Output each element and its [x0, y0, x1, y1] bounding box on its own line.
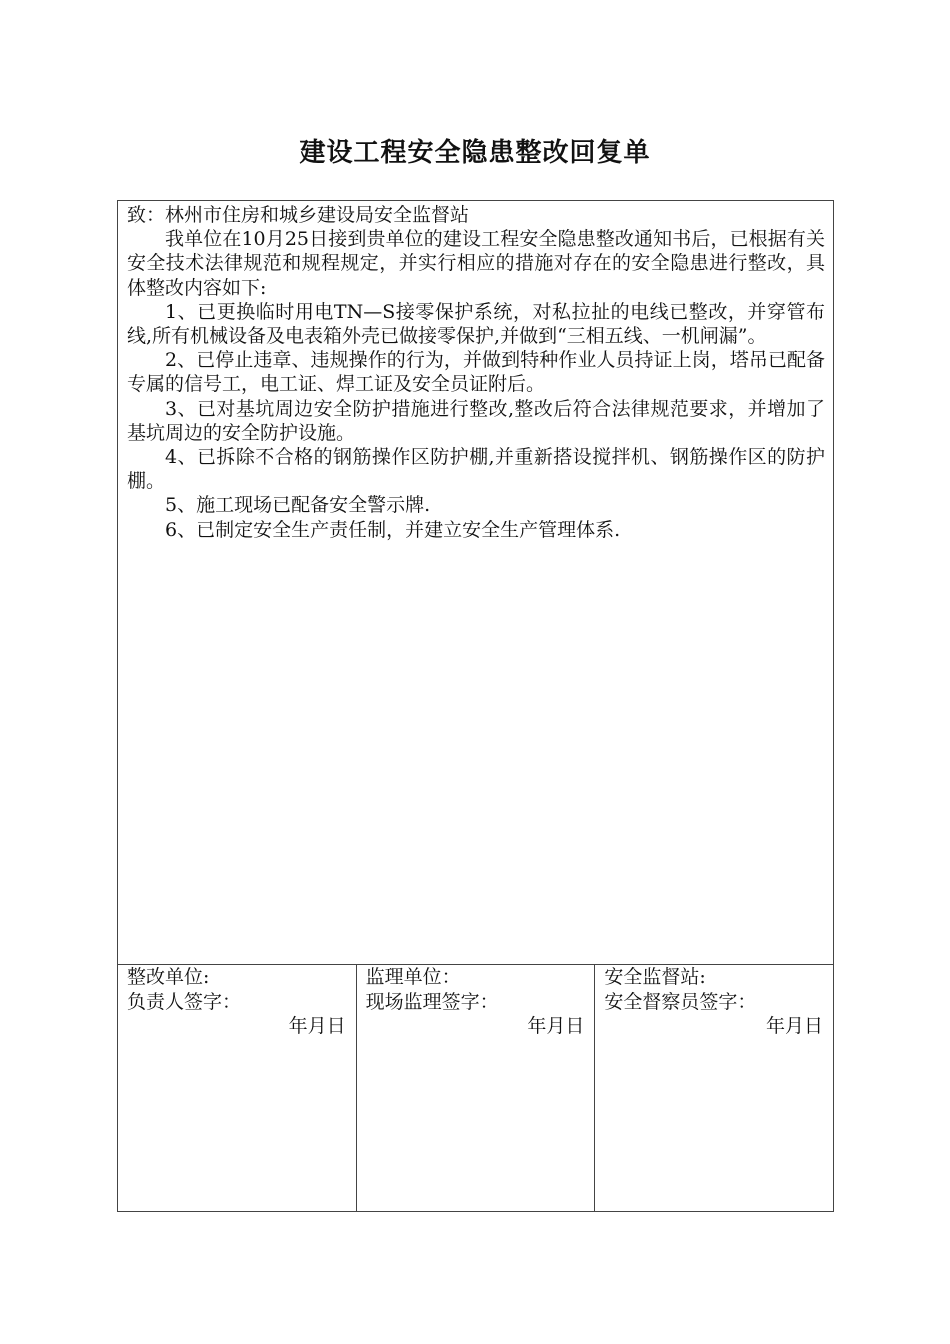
- date-label: 年月日: [527, 1015, 585, 1037]
- reply-form-table: [117, 200, 834, 1212]
- date-label: 年月日: [288, 1015, 346, 1037]
- signer-label: 现场监理签字：: [365, 991, 499, 1013]
- unit-label: 监理单位：: [365, 966, 461, 988]
- signer-label: 负责人签字：: [127, 991, 242, 1013]
- unit-label: 安全监督站:: [604, 966, 706, 988]
- page-title: 建设工程安全隐患整改回复单: [299, 138, 651, 168]
- addressee-line: 致：林州市住房和城乡建设局安全监督站: [127, 204, 470, 226]
- rectification-item: 3、已对基坑周边安全防护措施进行整改,整改后符合法律规范要求，并增加了基坑周边的安全防护设施。: [127, 397, 825, 444]
- unit-label: 整改单位:: [127, 966, 210, 988]
- intro-paragraph: 我单位在10月25日接到贵单位的建设工程安全隐患整改通知书后，已根据有关安全技术法律规范和规程规定，并实行相应的措施对存在的安全隐患进行整改，具体整改内容如下:: [127, 228, 825, 299]
- rectification-item: 1、已更换临时用电TN—S接零保护系统，对私拉扯的电线已整改，并穿管布线,所有机械设备及电表箱外壳已做接零保护,并做到“三相五线、一机闸漏”。: [127, 300, 825, 348]
- signature-row: [118, 965, 833, 1211]
- signer-label: 安全督察员签字：: [604, 991, 757, 1013]
- signature-cell-safety-station: [595, 965, 833, 1211]
- signature-cell-rectifying-unit: [118, 965, 357, 1211]
- rectification-content-cell: [118, 201, 833, 965]
- rectification-item: 5、施工现场已配备安全警示牌.: [165, 494, 431, 517]
- rectification-item: 4、已拆除不合格的钢筋操作区防护棚,并重新搭设搅拌机、钢筋操作区的防护棚。: [127, 446, 825, 493]
- signature-cell-supervision-unit: [357, 965, 596, 1211]
- rectification-item: 6、已制定安全生产责任制，并建立安全生产管理体系.: [165, 518, 621, 541]
- rectification-item: 2、已停止违章、违规操作的行为，并做到特种作业人员持证上岗，塔吊已配备专属的信号工，电工证、焊工证及安全员证附后。: [127, 349, 825, 396]
- date-label: 年月日: [766, 1015, 824, 1037]
